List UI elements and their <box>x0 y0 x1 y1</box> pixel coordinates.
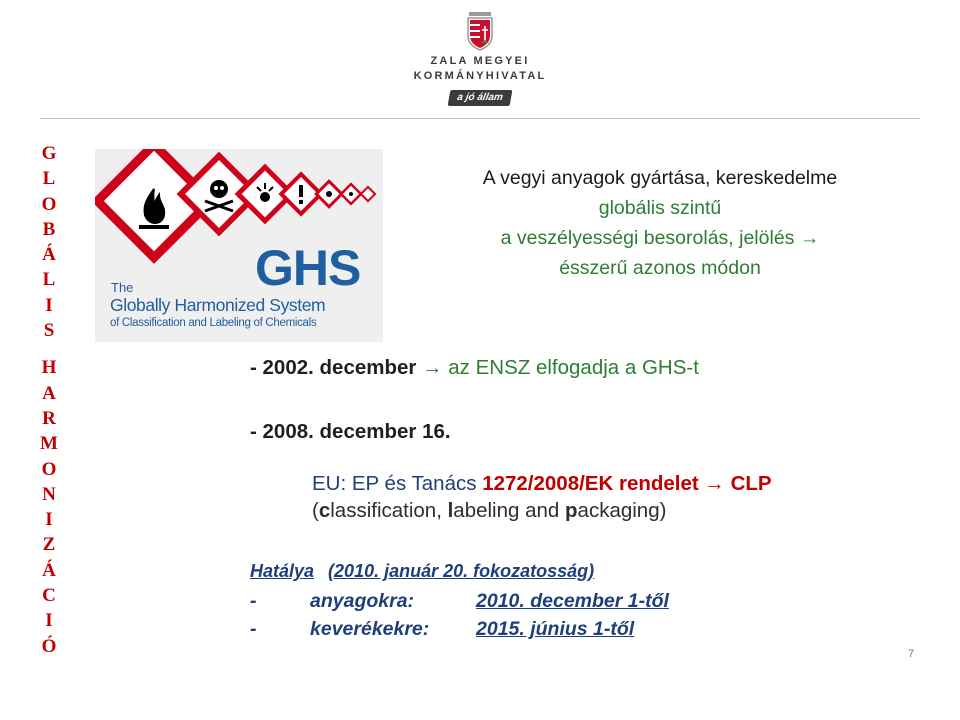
page-number: 7 <box>908 648 915 660</box>
vertical-letter: C <box>42 585 56 607</box>
hatalya-label: Hatálya <box>250 561 315 581</box>
ghs-logo-text: GHS <box>255 240 361 296</box>
vertical-letter: G <box>41 143 57 164</box>
logo-text-line1: ZALA MEGYEI <box>430 55 530 67</box>
heading-line3: a veszélyességi besorolás, jelölés → <box>500 227 820 249</box>
vertical-letter: Á <box>42 559 56 581</box>
ghs-the-text: The <box>111 280 134 295</box>
jo-allam-badge: a jó állam <box>448 90 513 106</box>
vertical-letter: I <box>45 294 53 316</box>
bullet-2002-text: → az ENSZ elfogadja a GHS-t <box>416 356 699 379</box>
deadline-date: 2010. december 1-től <box>476 590 669 612</box>
vertical-letter: N <box>42 483 56 505</box>
coat-of-arms-icon <box>463 10 497 52</box>
vertical-letter: Ó <box>41 635 57 657</box>
bullet-2008: - 2008. december 16. <box>250 420 451 443</box>
deadline-target: keverékekre: <box>310 618 430 640</box>
hatalya-detail: (2010. január 20. fokozatosság) <box>328 561 595 581</box>
vertical-letter: H <box>41 357 57 379</box>
vertical-letter: O <box>41 458 57 480</box>
heading-line2: globális szintű <box>598 197 722 219</box>
vertical-letter: O <box>41 193 57 215</box>
deadline-dash: - <box>250 590 257 612</box>
heading-line4: ésszerű azonos módon <box>559 257 761 279</box>
deadline-row-keverekek <box>250 617 634 641</box>
clp-c: c <box>318 499 331 522</box>
vertical-letter: L <box>42 168 56 190</box>
eu-label: EU: <box>312 472 352 495</box>
vertical-letter: Z <box>42 534 56 556</box>
vertical-letter: M <box>40 433 58 455</box>
clp-l: l <box>447 499 454 522</box>
vertical-letter: I <box>45 509 53 531</box>
deadline-date: 2015. június 1-től <box>476 618 635 640</box>
clp-open-paren: ( <box>312 499 319 522</box>
bullet-2002-date: - 2002. december <box>250 356 417 379</box>
eu-regulation-number: 1272/2008/EK rendelet → CLP <box>482 472 772 495</box>
deadline-row-anyagok <box>250 589 669 613</box>
bullet-2002 <box>250 354 699 382</box>
vertical-letter: B <box>42 218 56 240</box>
ghs-title-line1: Globally Harmonized System <box>110 295 326 315</box>
hatalya-line <box>250 560 594 582</box>
vertical-letter: L <box>42 269 56 291</box>
clp-classification: lassification, <box>330 499 448 522</box>
slide-heading <box>390 163 930 283</box>
logo-text-line2: KORMÁNYHIVATAL <box>413 70 547 82</box>
vertical-letter: A <box>42 382 56 404</box>
eu-institutions: EP és Tanács <box>351 472 483 495</box>
clp-packaging: ackaging) <box>577 499 667 522</box>
heading-line1: A vegyi anyagok gyártása, kereskedelme <box>482 167 838 189</box>
vertical-letter: Á <box>42 244 56 266</box>
eu-regulation-text <box>312 470 772 524</box>
deadline-dash: - <box>250 618 257 640</box>
header-divider <box>40 118 920 119</box>
vertical-letter: R <box>42 407 56 429</box>
clp-p: p <box>565 499 578 522</box>
vertical-title <box>36 141 62 659</box>
clp-labeling: abeling and <box>453 499 566 522</box>
deadline-target: anyagokra: <box>310 590 415 612</box>
kormanyhivatal-logo <box>0 0 960 118</box>
ghs-title-line2: of Classification and Labeling of Chemicals <box>110 317 317 329</box>
vertical-letter: I <box>45 610 53 632</box>
vertical-letter: S <box>43 320 55 342</box>
